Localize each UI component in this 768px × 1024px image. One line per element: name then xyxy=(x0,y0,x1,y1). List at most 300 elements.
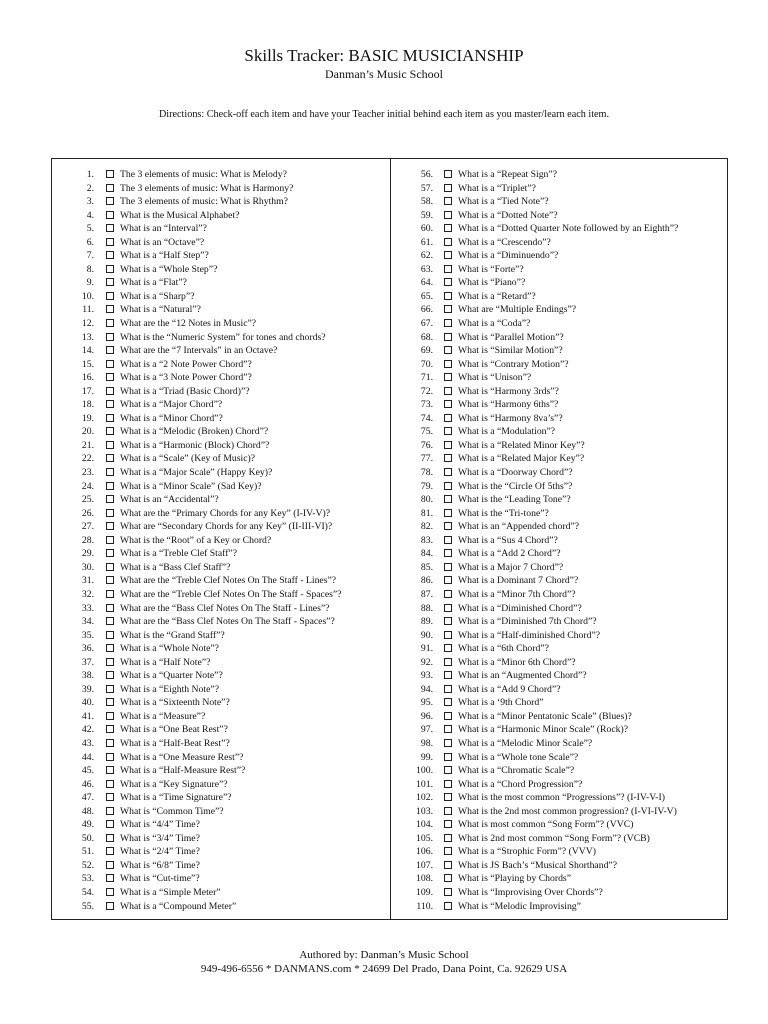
item-checkbox[interactable] xyxy=(106,631,114,639)
item-question: What is a “2 Note Power Chord”? xyxy=(120,358,252,370)
item-number: 25. xyxy=(81,494,94,506)
checklist-item xyxy=(391,547,728,561)
item-number: 5. xyxy=(86,223,94,235)
item-question: What is a “Compound Meter” xyxy=(120,900,237,912)
item-checkbox[interactable] xyxy=(444,495,452,503)
checklist-item xyxy=(391,276,728,290)
checklist-item xyxy=(391,629,728,643)
item-checkbox[interactable] xyxy=(444,278,452,286)
footer-author: Authored by: Danman’s Music School xyxy=(299,949,469,961)
item-question: What is a “Key Signature”? xyxy=(120,778,228,790)
checklist-item xyxy=(391,466,728,480)
item-number: 26. xyxy=(81,507,94,519)
checklist-item xyxy=(391,358,728,372)
item-question: What is a “Eighth Note”? xyxy=(120,683,219,695)
item-checkbox[interactable] xyxy=(444,414,452,422)
checklist-item xyxy=(52,574,390,588)
item-checkbox[interactable] xyxy=(106,563,114,571)
item-checkbox[interactable] xyxy=(106,766,114,774)
item-checkbox[interactable] xyxy=(106,292,114,300)
checklist-item xyxy=(52,669,390,683)
item-question: What is the “Grand Staff”? xyxy=(120,629,225,641)
item-question: What is a “Natural”? xyxy=(120,304,201,316)
item-question: What is a “Minor Chord”? xyxy=(120,412,223,424)
item-question: What is a “One Measure Rest”? xyxy=(120,751,244,763)
item-checkbox[interactable] xyxy=(106,617,114,625)
item-question: What is JS Bach’s “Musical Shorthand”? xyxy=(458,859,618,871)
item-checkbox[interactable] xyxy=(106,753,114,761)
item-checkbox[interactable] xyxy=(106,590,114,598)
item-number: 13. xyxy=(81,331,94,343)
checklist-item xyxy=(52,290,390,304)
checklist-item xyxy=(391,886,728,900)
item-question: What are “Multiple Endings”? xyxy=(458,304,577,316)
item-question: What is the “Numeric System” for tones and chords? xyxy=(120,331,326,343)
item-checkbox[interactable] xyxy=(444,712,452,720)
item-number: 74. xyxy=(420,412,433,424)
item-checkbox[interactable] xyxy=(444,834,452,842)
item-checkbox[interactable] xyxy=(444,631,452,639)
item-number: 88. xyxy=(420,602,433,614)
item-checkbox[interactable] xyxy=(106,468,114,476)
item-question: What is a “Minor 7th Chord”? xyxy=(458,588,576,600)
item-checkbox[interactable] xyxy=(444,725,452,733)
item-number: 27. xyxy=(81,521,94,533)
item-number: 79. xyxy=(420,480,433,492)
item-checkbox[interactable] xyxy=(106,400,114,408)
item-checkbox[interactable] xyxy=(444,671,452,679)
item-checkbox[interactable] xyxy=(106,454,114,462)
item-checkbox[interactable] xyxy=(106,387,114,395)
item-checkbox[interactable] xyxy=(106,238,114,246)
item-question: What is a “Modulation”? xyxy=(458,426,556,438)
item-number: 70. xyxy=(420,358,433,370)
item-number: 66. xyxy=(420,304,433,316)
item-checkbox[interactable] xyxy=(444,847,452,855)
checklist-item xyxy=(391,236,728,250)
item-question: What is a “Sharp”? xyxy=(120,290,195,302)
checklist-item xyxy=(52,710,390,724)
item-number: 109. xyxy=(416,886,433,898)
item-checkbox[interactable] xyxy=(106,793,114,801)
item-checkbox[interactable] xyxy=(106,644,114,652)
checklist-item xyxy=(52,331,390,345)
item-checkbox[interactable] xyxy=(444,576,452,584)
item-question: What are the “Treble Clef Notes On The Staff - Spaces”? xyxy=(120,588,342,600)
item-question: What is a “Diminuendo”? xyxy=(458,250,559,262)
item-checkbox[interactable] xyxy=(106,861,114,869)
item-checkbox[interactable] xyxy=(106,522,114,530)
checklist-item xyxy=(391,683,728,697)
checklist-item xyxy=(52,480,390,494)
checklist-item xyxy=(391,818,728,832)
item-question: What is a “Dotted Quarter Note followed by an Eighth”? xyxy=(458,223,679,235)
checklist-item xyxy=(52,872,390,886)
item-checkbox[interactable] xyxy=(444,820,452,828)
item-checkbox[interactable] xyxy=(106,441,114,449)
item-number: 11. xyxy=(82,304,94,316)
item-checkbox[interactable] xyxy=(444,604,452,612)
item-checkbox[interactable] xyxy=(106,888,114,896)
item-number: 20. xyxy=(81,426,94,438)
item-question: What is the “Tri-tone”? xyxy=(458,507,549,519)
item-checkbox[interactable] xyxy=(106,360,114,368)
item-number: 105. xyxy=(416,832,433,844)
checklist-item xyxy=(52,534,390,548)
item-checkbox[interactable] xyxy=(444,224,452,232)
item-question: What is “6/8” Time? xyxy=(120,859,200,871)
item-question: What is “Similar Motion”? xyxy=(458,345,563,357)
item-number: 28. xyxy=(81,534,94,546)
item-checkbox[interactable] xyxy=(444,739,452,747)
item-number: 2. xyxy=(86,182,94,194)
checklist-item xyxy=(391,872,728,886)
checklist-item xyxy=(391,845,728,859)
item-number: 103. xyxy=(416,805,433,817)
item-number: 83. xyxy=(420,534,433,546)
checklist-item xyxy=(391,222,728,236)
item-number: 81. xyxy=(420,507,433,519)
item-number: 9. xyxy=(86,277,94,289)
item-checkbox[interactable] xyxy=(444,170,452,178)
item-checkbox[interactable] xyxy=(444,658,452,666)
item-checkbox[interactable] xyxy=(106,373,114,381)
checklist-item xyxy=(391,168,728,182)
item-question: What is a “Treble Clef Staff”? xyxy=(120,548,238,560)
item-question: What is a ‘9th Chord” xyxy=(458,697,544,709)
item-number: 77. xyxy=(420,453,433,465)
item-checkbox[interactable] xyxy=(106,780,114,788)
item-question: What is “Cut-time”? xyxy=(120,873,200,885)
item-number: 73. xyxy=(420,399,433,411)
checklist-item xyxy=(52,683,390,697)
item-checkbox[interactable] xyxy=(106,319,114,327)
checklist-item xyxy=(52,615,390,629)
item-checkbox[interactable] xyxy=(444,888,452,896)
checklist-item xyxy=(52,398,390,412)
item-number: 65. xyxy=(420,290,433,302)
item-question: What is an “Augmented Chord”? xyxy=(458,670,587,682)
item-checkbox[interactable] xyxy=(106,658,114,666)
item-checkbox[interactable] xyxy=(444,373,452,381)
item-checkbox[interactable] xyxy=(444,265,452,273)
item-number: 62. xyxy=(420,250,433,262)
checklist-item xyxy=(391,534,728,548)
checklist-right-column xyxy=(391,168,728,913)
checklist-item xyxy=(52,886,390,900)
item-checkbox[interactable] xyxy=(444,536,452,544)
item-number: 110. xyxy=(416,900,433,912)
checklist-item xyxy=(391,669,728,683)
item-checkbox[interactable] xyxy=(444,238,452,246)
checklist-item xyxy=(391,764,728,778)
item-question: What is a “Melodic (Broken) Chord”? xyxy=(120,426,269,438)
item-checkbox[interactable] xyxy=(444,360,452,368)
item-question: What are the “Bass Clef Notes On The Staff - Lines”? xyxy=(120,602,330,614)
item-checkbox[interactable] xyxy=(106,427,114,435)
item-checkbox[interactable] xyxy=(444,874,452,882)
item-question: What is a “One Beat Rest”? xyxy=(120,724,228,736)
item-checkbox[interactable] xyxy=(106,170,114,178)
item-number: 45. xyxy=(81,765,94,777)
checklist-item xyxy=(52,656,390,670)
checklist-item xyxy=(391,425,728,439)
checklist-item xyxy=(52,493,390,507)
item-checkbox[interactable] xyxy=(106,346,114,354)
item-checkbox[interactable] xyxy=(106,834,114,842)
item-checkbox[interactable] xyxy=(106,576,114,584)
checklist-item xyxy=(52,317,390,331)
checklist-item xyxy=(391,331,728,345)
item-checkbox[interactable] xyxy=(444,482,452,490)
item-checkbox[interactable] xyxy=(106,739,114,747)
item-question: What is the Musical Alphabet? xyxy=(120,209,240,221)
item-question: What is a Dominant 7 Chord”? xyxy=(458,575,579,587)
item-checkbox[interactable] xyxy=(444,400,452,408)
checklist-item xyxy=(52,751,390,765)
item-checkbox[interactable] xyxy=(444,644,452,652)
checklist-item xyxy=(391,209,728,223)
item-number: 94. xyxy=(420,683,433,695)
item-checkbox[interactable] xyxy=(106,725,114,733)
item-checkbox[interactable] xyxy=(106,305,114,313)
checklist-item xyxy=(391,452,728,466)
item-checkbox[interactable] xyxy=(444,292,452,300)
item-checkbox[interactable] xyxy=(444,468,452,476)
item-number: 67. xyxy=(420,318,433,330)
footer-contact: 949-496-6556 * DANMANS.com * 24699 Del Prado, Dana Point, Ca. 92629 USA xyxy=(200,963,568,975)
checklist-item xyxy=(52,425,390,439)
item-number: 14. xyxy=(81,345,94,357)
item-question: What is a “Triad (Basic Chord)”? xyxy=(120,385,250,397)
item-checkbox[interactable] xyxy=(444,197,452,205)
item-question: What is an “Appended chord”? xyxy=(458,521,580,533)
item-question: The 3 elements of music: What is Melody? xyxy=(120,169,287,180)
item-checkbox[interactable] xyxy=(106,197,114,205)
item-number: 96. xyxy=(420,710,433,722)
item-number: 102. xyxy=(416,792,433,804)
item-checkbox[interactable] xyxy=(444,319,452,327)
item-number: 99. xyxy=(420,751,433,763)
item-question: What is a “Crescendo”? xyxy=(458,236,551,248)
checklist-item xyxy=(52,507,390,521)
item-question: What is a “Minor 6th Chord”? xyxy=(458,656,576,668)
item-checkbox[interactable] xyxy=(444,184,452,192)
item-checkbox[interactable] xyxy=(444,753,452,761)
item-question: What is “4/4” Time? xyxy=(120,819,200,831)
item-number: 54. xyxy=(81,886,94,898)
item-checkbox[interactable] xyxy=(444,251,452,259)
item-checkbox[interactable] xyxy=(444,861,452,869)
checklist-item xyxy=(52,276,390,290)
item-number: 19. xyxy=(81,412,94,424)
directions-text: Directions: Check-off each item and have your Teacher initial behind each item as you master/learn each item. xyxy=(158,109,610,120)
item-number: 10. xyxy=(81,290,94,302)
page-title: Skills Tracker: BASIC MUSICIANSHIP xyxy=(244,46,524,65)
item-question: What is a “Half-Measure Rest”? xyxy=(120,765,246,777)
checklist-item xyxy=(391,561,728,575)
item-checkbox[interactable] xyxy=(444,698,452,706)
item-question: What is a “Major Scale” (Happy Key)? xyxy=(120,467,273,479)
item-number: 104. xyxy=(416,819,433,831)
item-number: 57. xyxy=(420,182,433,194)
item-checkbox[interactable] xyxy=(106,807,114,815)
item-checkbox[interactable] xyxy=(444,549,452,557)
item-checkbox[interactable] xyxy=(106,698,114,706)
item-checkbox[interactable] xyxy=(106,278,114,286)
item-checkbox[interactable] xyxy=(444,441,452,449)
checklist-item xyxy=(391,303,728,317)
checklist-item xyxy=(52,195,390,209)
checklist-item xyxy=(391,602,728,616)
item-question: What is a “Sixteenth Note”? xyxy=(120,697,230,709)
item-checkbox[interactable] xyxy=(106,509,114,517)
item-checkbox[interactable] xyxy=(106,536,114,544)
item-checkbox[interactable] xyxy=(106,902,114,910)
item-checkbox[interactable] xyxy=(106,820,114,828)
item-question: What is a “Sus 4 Chord”? xyxy=(458,534,558,546)
checklist-item xyxy=(52,182,390,196)
item-question: What is a “Repeat Sign”? xyxy=(458,169,557,180)
item-checkbox[interactable] xyxy=(444,333,452,341)
checklist-item xyxy=(52,805,390,819)
item-number: 107. xyxy=(416,859,433,871)
item-question: The 3 elements of music: What is Rhythm? xyxy=(120,196,288,208)
item-question: What is an “Accidental”? xyxy=(120,494,219,506)
item-checkbox[interactable] xyxy=(106,414,114,422)
checklist-item xyxy=(52,249,390,263)
item-checkbox[interactable] xyxy=(444,427,452,435)
item-checkbox[interactable] xyxy=(106,333,114,341)
item-checkbox[interactable] xyxy=(444,387,452,395)
item-question: What is a “Harmonic (Block) Chord”? xyxy=(120,439,270,451)
item-checkbox[interactable] xyxy=(444,211,452,219)
item-number: 8. xyxy=(86,263,94,275)
checklist-item xyxy=(52,263,390,277)
item-checkbox[interactable] xyxy=(106,549,114,557)
item-question: What are the “Treble Clef Notes On The Staff - Lines”? xyxy=(120,575,337,587)
item-question: What is a “Half Note”? xyxy=(120,656,211,668)
item-question: What is a “6th Chord”? xyxy=(458,643,549,655)
item-question: What is “Harmony 3rds”? xyxy=(458,385,559,397)
item-checkbox[interactable] xyxy=(106,482,114,490)
item-checkbox[interactable] xyxy=(444,590,452,598)
item-number: 71. xyxy=(420,372,433,384)
checklist-item xyxy=(391,493,728,507)
item-checkbox[interactable] xyxy=(106,874,114,882)
item-checkbox[interactable] xyxy=(444,685,452,693)
item-question: What is “Melodic Improvising” xyxy=(458,900,581,912)
checklist-item xyxy=(52,900,390,914)
item-question: What is an “Interval”? xyxy=(120,223,207,235)
item-checkbox[interactable] xyxy=(444,509,452,517)
item-checkbox[interactable] xyxy=(444,793,452,801)
item-question: What is a “Related Major Key”? xyxy=(458,453,585,465)
item-checkbox[interactable] xyxy=(444,780,452,788)
item-checkbox[interactable] xyxy=(444,305,452,313)
item-checkbox[interactable] xyxy=(444,346,452,354)
item-question: What is a “Dotted Note”? xyxy=(458,209,558,221)
school-name: Danman’s Music School xyxy=(325,67,443,81)
item-checkbox[interactable] xyxy=(444,563,452,571)
checklist-item xyxy=(391,791,728,805)
item-number: 16. xyxy=(81,372,94,384)
item-checkbox[interactable] xyxy=(106,251,114,259)
item-question: What is a “Whole tone Scale”? xyxy=(458,751,579,763)
checklist-item xyxy=(391,588,728,602)
checklist-item xyxy=(52,452,390,466)
item-question: What is a “Bass Clef Staff”? xyxy=(120,561,231,573)
checklist-item xyxy=(391,412,728,426)
item-checkbox[interactable] xyxy=(106,184,114,192)
item-number: 18. xyxy=(81,399,94,411)
item-number: 76. xyxy=(420,439,433,451)
checklist-item xyxy=(52,791,390,805)
checklist-item xyxy=(391,520,728,534)
checklist-box xyxy=(51,158,728,920)
item-number: 75. xyxy=(420,426,433,438)
item-checkbox[interactable] xyxy=(106,224,114,232)
item-checkbox[interactable] xyxy=(444,807,452,815)
checklist-item xyxy=(391,249,728,263)
item-number: 82. xyxy=(420,521,433,533)
checklist-item xyxy=(52,371,390,385)
item-number: 78. xyxy=(420,467,433,479)
item-checkbox[interactable] xyxy=(106,211,114,219)
item-question: What is a “Diminished 7th Chord”? xyxy=(458,616,597,628)
item-checkbox[interactable] xyxy=(444,766,452,774)
item-checkbox[interactable] xyxy=(444,617,452,625)
item-checkbox[interactable] xyxy=(106,685,114,693)
checklist-item xyxy=(391,778,728,792)
item-checkbox[interactable] xyxy=(444,522,452,530)
item-checkbox[interactable] xyxy=(106,847,114,855)
item-checkbox[interactable] xyxy=(444,902,452,910)
item-checkbox[interactable] xyxy=(106,671,114,679)
item-checkbox[interactable] xyxy=(444,454,452,462)
item-question: The 3 elements of music: What is Harmony? xyxy=(120,182,294,194)
item-question: What is a “Flat”? xyxy=(120,277,187,289)
checklist-item xyxy=(52,629,390,643)
item-checkbox[interactable] xyxy=(106,495,114,503)
checklist-item xyxy=(391,385,728,399)
checklist-item xyxy=(52,859,390,873)
item-number: 33. xyxy=(81,602,94,614)
checklist-item xyxy=(52,642,390,656)
item-number: 1. xyxy=(86,169,94,180)
item-question: What is a “3 Note Power Chord”? xyxy=(120,372,252,384)
item-question: What is a “Triplet”? xyxy=(458,182,536,194)
checklist-item xyxy=(52,466,390,480)
checklist-item xyxy=(391,574,728,588)
checklist-item xyxy=(391,182,728,196)
item-question: What is the “Circle Of 5ths”? xyxy=(458,480,573,492)
item-question: What are the “12 Notes in Music”? xyxy=(120,318,257,330)
checklist-item xyxy=(52,344,390,358)
item-question: What is a “Melodic Minor Scale”? xyxy=(458,737,593,749)
item-question: What is an “Octave”? xyxy=(120,236,205,248)
item-question: What is “Piano”? xyxy=(458,277,526,289)
checklist-item xyxy=(52,737,390,751)
item-checkbox[interactable] xyxy=(106,604,114,612)
item-number: 84. xyxy=(420,548,433,560)
item-checkbox[interactable] xyxy=(106,265,114,273)
checklist-item xyxy=(391,859,728,873)
item-number: 85. xyxy=(420,561,433,573)
item-number: 15. xyxy=(81,358,94,370)
item-question: What is a “Coda”? xyxy=(458,318,531,330)
item-checkbox[interactable] xyxy=(106,712,114,720)
